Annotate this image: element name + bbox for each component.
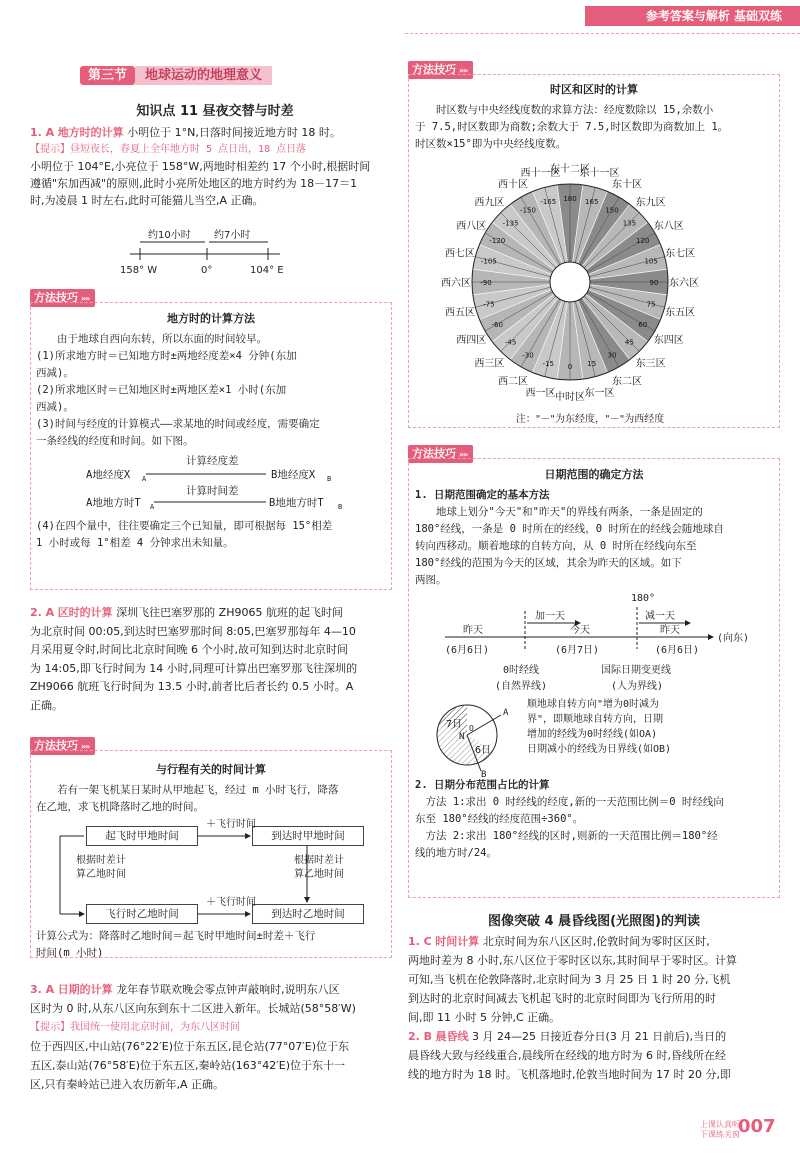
meridian-degree: -165 — [540, 197, 557, 206]
q2-line: 正确。 — [30, 698, 63, 712]
method-4-line: 地球上划分"今天"和"昨天"的界线有两条，一条是固定的 — [436, 506, 703, 518]
s4-q1-label: 时间计算 — [435, 935, 480, 948]
timezone-diff-diagram — [110, 226, 300, 278]
q1-line: 小明位于 1°N,日落时间接近地方时 18 时。 — [127, 126, 341, 139]
method-4-line: 线的地方时/24。 — [415, 847, 497, 859]
method-tag-3: 方法技巧 »» — [408, 58, 473, 79]
section-title: 地球运动的地理意义 — [135, 66, 272, 85]
meridian-degree: 30 — [607, 351, 617, 360]
dia-c: A地地方时T — [86, 497, 141, 509]
time-zone-wheel — [420, 148, 720, 410]
q3-line: 龙年春节联欢晚会零点钟声敲响时,说明东八区 — [116, 983, 340, 996]
dl-sub: 减一天 — [645, 611, 675, 622]
method-1-line: (2)所求地区时＝已知地区时±两地区差×1 小时(东加 — [36, 384, 287, 396]
zone-label: 东十区 — [612, 179, 642, 191]
flow-plus-2: ＋飞行时间 — [206, 897, 256, 908]
meridian-degree: 15 — [587, 360, 597, 369]
dl-td: (6月7日) — [555, 645, 600, 656]
zone-label: 东九区 — [635, 197, 666, 209]
zone-label: 东十二区 — [550, 164, 590, 175]
dia-b-sub: B — [327, 475, 332, 483]
method-2-line: 时间(m 小时) — [36, 947, 104, 959]
meridian-degree: -120 — [489, 237, 506, 245]
meridian-degree: 180 — [563, 195, 577, 203]
meridian-degree: -45 — [504, 338, 517, 347]
meridian-degree: 75 — [646, 300, 656, 309]
method-tag-2: 方法技巧 »» — [30, 734, 95, 755]
zone-label: 东六区 — [669, 278, 699, 289]
meridian-degree: 90 — [649, 279, 659, 287]
method-1-line: 西减)。 — [36, 367, 74, 379]
meridian-degree: -30 — [522, 351, 534, 360]
dia-label-e: 104° E — [250, 265, 284, 276]
pd-A: A — [503, 708, 509, 718]
q2-line: 为北京时间 00:05,到达时巴塞罗那时间 8:05,巴塞罗那每年 4—10 — [30, 624, 356, 638]
method-4-line: 方法 2:求出 180°经线的区时,则新的一天范围比例＝180°经 — [425, 830, 718, 842]
method-2-title: 与行程有关的时间计算 — [156, 763, 266, 776]
method-1-line: (4)在四个量中，往往要确定三个已知量，即可根据每 15°相差 — [36, 520, 333, 532]
method-1-line: (1)所求地方时＝已知地方时±两地经度差×4 分钟(东加 — [36, 350, 297, 362]
dl-y2: 昨天 — [660, 625, 680, 636]
question-2 — [30, 604, 402, 715]
zone-label: 西八区 — [456, 221, 487, 232]
meridian-degree: 120 — [636, 237, 650, 245]
longitude-time-diagram — [36, 452, 376, 516]
zone-label: 西十区 — [498, 179, 528, 191]
flight-time-flowchart — [36, 816, 386, 928]
meridian-degree: -60 — [491, 321, 503, 329]
method-1-line: 1 小时或每 1°相差 4 分钟求出未知量。 — [36, 537, 234, 549]
q1-line: 小明位于 104°E,小亮位于 158°W,两地时相差约 17 个小时,根据时间 — [30, 160, 371, 173]
meridian-degree: -135 — [502, 219, 519, 228]
method-3-line: 于 7.5,时区数即为商数;余数大于 7.5,时区数即为商数加上 1。 — [415, 121, 729, 133]
s4-q1-number: 1. C — [408, 935, 432, 948]
q2-number: 2. A — [30, 606, 55, 619]
method-4-line: 两图。 — [415, 574, 447, 586]
zone-label: 东一区 — [584, 388, 615, 400]
method-4-heading: 2. 日期分布范围占比的计算 — [415, 779, 550, 791]
q3-label: 日期的计算 — [57, 983, 113, 996]
pd-N: N — [459, 732, 465, 742]
zone-label: 中时区 — [555, 392, 585, 403]
method-3-line: 时区数×15°即为中央经线度数。 — [415, 138, 567, 150]
meridian-degree: 165 — [585, 197, 599, 206]
header-divider — [405, 33, 800, 35]
dia-c-sub: A — [150, 503, 155, 511]
zone-label: 西五区 — [444, 307, 475, 319]
q1-hint: 【提示】昼短夜长，春夏上全年地方时 5 点日出，18 点日落 — [30, 144, 307, 155]
method-4-line: 180°经线，一条是 0 时所在的经线，0 时所在的经线会随地球自 — [415, 523, 724, 535]
flow-side-left: 根据时差计 算乙地时间 — [76, 855, 126, 880]
method-3-line: 时区数与中央经线度数的求算方法：经度数除以 15,余数小 — [436, 104, 714, 116]
header-band: 参考答案与解析 基础双练 — [585, 6, 800, 26]
dia-mid-label: 计算时间差 — [186, 485, 239, 497]
q2-line: 月采用夏令时,时间比北京时间晚 6 个小时,故可知到达时北京时间 — [30, 643, 348, 656]
meridian-degree: 150 — [605, 206, 619, 215]
method-box-1 — [30, 302, 392, 590]
s4-line: 到达时的北京时间减去飞机起飞时的北京时间即为飞行所用的时 — [408, 992, 716, 1005]
q3-line: 区时为 0 时,从东八区向东到东十二区进入新年。长城站(58°58′W) — [30, 1002, 356, 1015]
breakthrough-title: 图像突破 4 晨昏线图(光照图)的判读 — [488, 914, 700, 929]
breakthrough-body — [408, 932, 788, 1084]
method-box-2 — [30, 750, 392, 958]
flow-box-1: 起飞时甲地时间 — [86, 826, 198, 846]
dia-a-sub: A — [142, 475, 147, 483]
zone-label: 东四区 — [653, 335, 684, 346]
s4-line: 间,即 11 小时 5 分钟,C 正确。 — [408, 1011, 561, 1024]
zone-label: 西三区 — [474, 358, 505, 370]
dia-label-w: 158° W — [120, 265, 158, 276]
dl-y2d: (6月6日) — [655, 645, 700, 656]
meridian-degree: 135 — [622, 219, 637, 228]
zone-label: 东二区 — [612, 376, 642, 388]
flow-box-4: 到达时乙地时间 — [252, 904, 364, 924]
meridian-degree: -150 — [520, 206, 536, 215]
pd-O: O — [469, 724, 474, 733]
q3-line: 位于西四区,中山站(76°22′E)位于东五区,昆仑站(77°07′E)位于东 — [30, 1040, 350, 1053]
dl-dir: (向东) — [717, 633, 750, 644]
dl-y1: 昨天 — [463, 625, 483, 636]
pd-7: 7日 — [446, 719, 463, 730]
zone-label: 西二区 — [498, 376, 528, 388]
q3-line: 区,只有秦岭站已进入农历新年,A 正确。 — [30, 1078, 225, 1091]
page-number: 007 — [738, 1116, 776, 1137]
method-1-line: 由于地球自西向东转，所以东面的时间较早。 — [57, 333, 267, 345]
zone-label: 东三区 — [635, 358, 666, 370]
zone-label: 西九区 — [474, 197, 505, 209]
date-line-diagram — [415, 589, 773, 697]
q3-number: 3. A — [30, 983, 55, 996]
wheel-note: 注："－"为东经度，"－"为西经度 — [515, 414, 665, 425]
dl-add: 加一天 — [535, 611, 565, 622]
section-heading — [80, 64, 272, 83]
dl-ib: (人为界线) — [611, 681, 664, 692]
method-1-title: 地方时的计算方法 — [167, 312, 255, 325]
flow-box-2: 到达时甲地时间 — [252, 826, 364, 846]
polar-date-diagram — [415, 697, 773, 777]
zone-label: 东十一区 — [579, 167, 620, 179]
method-1-line: 一条经线的经度和时间。如下图。 — [36, 435, 194, 447]
method-4-line: 方法 1:求出 0 时经线的经度,新的一天范围比例＝0 时经线向 — [425, 796, 724, 808]
dia-label-a: 约10小时 — [148, 230, 191, 241]
dia-b: B地经度X — [271, 469, 316, 481]
method-1-line: 西减)。 — [36, 401, 74, 413]
q2-line: ZH9066 航班飞行时间为 13.5 小时,前者比后者长约 0.5 小时。A — [30, 680, 354, 693]
meridian-degree: -15 — [542, 360, 554, 369]
footer-slogan: 上课认真听 下课练关窗 — [700, 1120, 740, 1139]
zone-label: 东五区 — [665, 307, 696, 319]
question-1 — [30, 124, 402, 209]
dl-y1d: (6月6日) — [445, 645, 490, 656]
zone-label: 西六区 — [441, 278, 471, 289]
s4-line: 可知,当飞机在伦敦降落时,北京时间为 3 月 25 日 1 时 20 分,飞机 — [408, 973, 731, 986]
method-tag-1: 方法技巧 »» — [30, 286, 95, 307]
flow-plus-1: ＋飞行时间 — [206, 819, 256, 830]
zone-label: 西四区 — [456, 335, 487, 346]
zone-label: 西七区 — [444, 248, 475, 260]
method-1-line: (3)时间与经度的计算模式——求某地的时间或经度，需要确定 — [36, 418, 320, 430]
q3-line: 五区,泰山站(76°58′E)位于东五区,秦岭站(163°42′E)位于东十一 — [30, 1059, 346, 1072]
meridian-degree: -90 — [480, 279, 492, 287]
s4-line: 晨昏线大致与经线重合,晨线所在经线的地方时为 6 时,昏线所在经 — [408, 1049, 726, 1062]
method-box-4 — [408, 458, 780, 898]
zone-label: 西一区 — [525, 388, 556, 400]
pd-B: B — [481, 770, 487, 777]
method-4-heading: 1. 日期范围确定的基本方法 — [415, 489, 550, 501]
dia-d: B地地方时T — [269, 497, 324, 509]
zone-label: 东八区 — [653, 221, 684, 232]
wheel-center — [550, 262, 590, 302]
meridian-degree: 105 — [644, 257, 658, 266]
dl-0b: (自然界线) — [495, 681, 548, 692]
s4-q2-number: 2. B — [408, 1030, 433, 1043]
q1-label: 地方时的计算 — [57, 126, 124, 139]
pd-6: 6日 — [475, 745, 492, 756]
dia-d-sub: B — [338, 503, 343, 511]
s4-line: 3 月 24—25 日接近春分日(3 月 21 日前后),当日的 — [472, 1030, 727, 1043]
q2-line: 为 14:05,即飞行时间为 14 小时,同理可计算出巴塞罗那飞往深圳的 — [30, 661, 358, 675]
meridian-degree: 60 — [638, 321, 648, 329]
section-badge: 第三节 — [80, 66, 135, 85]
method-2-line: 在乙地，求飞机降落时乙地的时间。 — [36, 801, 204, 813]
q1-number: 1. A — [30, 126, 55, 139]
polar-caption: 顺地球自转方向"增为0时减为 界"，即顺地球自转方向，日期 增加的经线为0时经线(如OA) 日期减小的经线为日界线(如OB) — [527, 699, 672, 755]
dl-0a: 0时经线 — [503, 665, 540, 676]
meridian-degree: -75 — [483, 300, 495, 309]
s4-line: 北京时间为东八区区时,伦敦时间为零时区区时, — [482, 935, 710, 948]
dia-label-b: 约7小时 — [214, 230, 251, 241]
meridian-degree: 45 — [624, 338, 634, 347]
q3-hint: 【提示】我国统一使用北京时间，为东八区时间 — [30, 1022, 240, 1033]
method-2-line: 计算公式为：降落时乙地时间＝起飞时甲地时间±时差＋飞行 — [36, 930, 316, 942]
s4-line: 两地时差为 8 小时,东八区位于零时区以东,其时间早于零时区。计算 — [408, 954, 737, 967]
q1-line: 时,为凌晨 1 时左右,此时可能猫儿当空,A 正确。 — [30, 194, 264, 207]
method-4-line: 转向西移动。顺着地球的自转方向，从 0 时所在经线向东至 — [415, 540, 697, 552]
method-3-title: 时区和区时的计算 — [550, 83, 638, 96]
knowledge-point-title: 知识点 11 昼夜交替与时差 — [136, 104, 294, 119]
q2-label: 区时的计算 — [57, 606, 113, 619]
method-tag-4: 方法技巧 »» — [408, 442, 473, 463]
zone-label: 东七区 — [665, 248, 696, 260]
q2-line: 深圳飞往巴塞罗那的 ZH9065 航班的起飞时间 — [116, 606, 343, 619]
meridian-degree: 0 — [567, 363, 573, 371]
method-4-title: 日期范围的确定方法 — [544, 468, 644, 481]
flow-side-right: 根据时差计 算乙地时间 — [294, 855, 344, 880]
method-2-line: 若有一架飞机某日某时从甲地起飞，经过 m 小时飞行，降落 — [57, 784, 339, 796]
zone-label: 西十一区 — [520, 167, 561, 179]
flow-box-3: 飞行时乙地时间 — [86, 904, 198, 924]
question-3 — [30, 980, 402, 1094]
dl-t: 今天 — [570, 625, 590, 636]
dia-label-0: 0° — [201, 265, 213, 276]
method-4-line: 180°经线的范围为今天的区域，其余为昨天的区域。如下 — [415, 557, 682, 569]
dl-ia: 国际日期变更线 — [601, 665, 671, 676]
dl-180: 180° — [631, 593, 656, 604]
s4-line: 线的地方时为 18 时。飞机落地时,伦敦当地时间为 17 时 20 分,即 — [408, 1068, 731, 1081]
meridian-degree: -105 — [480, 257, 497, 266]
s4-q2-label: 晨昏线 — [435, 1030, 469, 1043]
dia-top-label: 计算经度差 — [186, 455, 239, 467]
q1-line: 遵循"东加西减"的原则,此时小亮所处地区的地方时约为 18－17＝1 — [30, 177, 358, 190]
method-4-line: 东至 180°经线的经度范围÷360°。 — [415, 813, 584, 825]
dia-a: A地经度X — [86, 469, 131, 481]
